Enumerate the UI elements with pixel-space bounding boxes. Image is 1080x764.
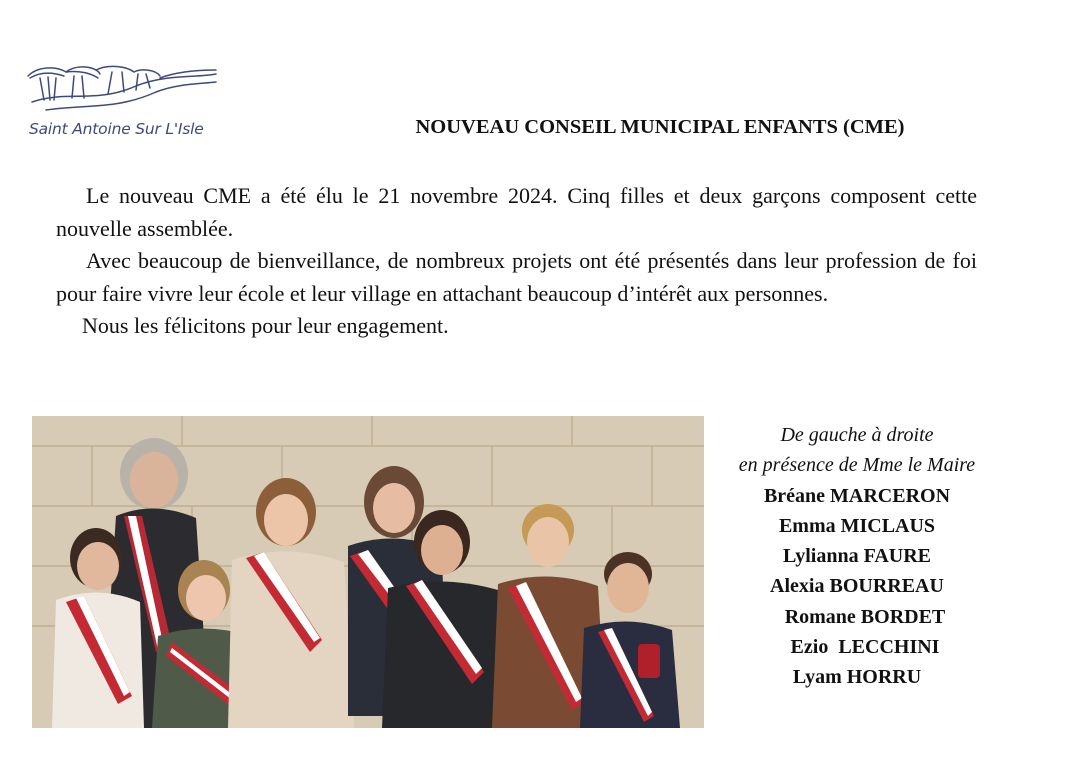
member-name: Ezio LECCHINI bbox=[790, 636, 940, 659]
tree-landscape-icon bbox=[26, 60, 218, 118]
member-name: Bréane MARCERON bbox=[763, 484, 951, 507]
group-photo bbox=[32, 416, 704, 728]
member-name: Lylianna FAURE bbox=[783, 545, 931, 568]
caption-left-to-right: De gauche à droite bbox=[780, 424, 934, 446]
logo-text: Saint Antoine Sur L'Isle bbox=[29, 120, 204, 138]
member-name: Romane BORDET bbox=[784, 605, 946, 628]
page-title: NOUVEAU CONSEIL MUNICIPAL ENFANTS (CME) bbox=[415, 116, 905, 138]
member-name: Lyam HORRU bbox=[792, 666, 922, 689]
member-name: Alexia BOURREAU bbox=[770, 575, 944, 598]
member-name: Emma MICLAUS bbox=[778, 514, 936, 537]
town-logo bbox=[26, 60, 218, 148]
caption-mayor-presence: en présence de Mme le Maire bbox=[738, 454, 976, 477]
article-body bbox=[56, 180, 977, 343]
paragraph-2: Avec beaucoup de bienveillance, de nombreux projets ont été présentés dans leur profession de foi pour faire vivre leur école et leur village en attachant beaucoup d’intérêt aux personnes. bbox=[56, 248, 977, 306]
group-photo-icon bbox=[32, 416, 704, 728]
paragraph-1: Le nouveau CME a été élu le 21 novembre 2024. Cinq filles et deux garçons composent cette nouvelle assemblée. bbox=[56, 183, 977, 241]
paragraph-3: Nous les félicitons pour leur engagement. bbox=[82, 313, 449, 338]
photo-caption bbox=[712, 420, 1002, 693]
